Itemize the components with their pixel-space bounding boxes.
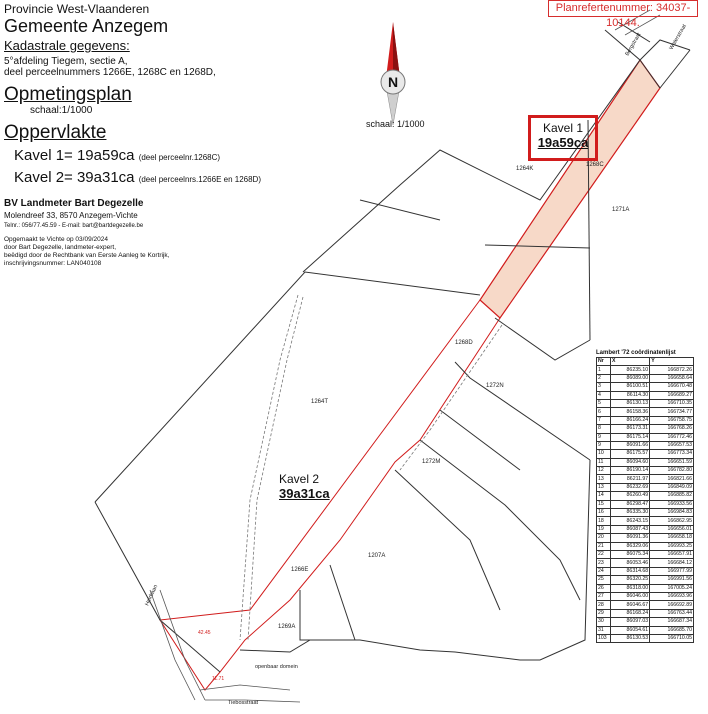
- table-row: [597, 626, 694, 634]
- point-number: 2: [597, 374, 611, 382]
- kavel2-label[interactable]: [279, 472, 330, 501]
- x-coordinate: 86175.14: [611, 433, 650, 441]
- kavel1-label[interactable]: [528, 115, 598, 161]
- point-number: 25: [597, 576, 611, 584]
- table-row: [597, 433, 694, 441]
- dim-bottom-edge: 11.71: [212, 676, 225, 682]
- point-number: 27: [597, 592, 611, 600]
- y-coordinate: 166670.48: [650, 383, 694, 391]
- street-bottom: Tiebosstraat: [228, 700, 259, 706]
- x-coordinate: 86130.53: [611, 634, 650, 642]
- x-coordinate: 86158.36: [611, 408, 650, 416]
- y-coordinate: 166758.75: [650, 416, 694, 424]
- kavel1-note: (deel perceelnr.1268C): [138, 153, 221, 162]
- y-coordinate: 166658.18: [650, 534, 694, 542]
- meta-line4: inschrijvingsnummer: LAN040108: [4, 260, 102, 267]
- table-row: [597, 383, 694, 391]
- point-number: 20: [597, 534, 611, 542]
- y-coordinate: 166782.80: [650, 467, 694, 475]
- col-x: X: [611, 358, 650, 366]
- x-coordinate: 86211.97: [611, 475, 650, 483]
- table-row: [597, 517, 694, 525]
- x-coordinate: 86168.24: [611, 609, 650, 617]
- y-coordinate: 166710.05: [650, 634, 694, 642]
- x-coordinate: 86260.49: [611, 492, 650, 500]
- point-number: 29: [597, 609, 611, 617]
- x-coordinate: 86173.31: [611, 425, 650, 433]
- x-coordinate: 86094.60: [611, 458, 650, 466]
- kavel1-title: Kavel 1: [542, 121, 584, 135]
- table-row: [597, 408, 694, 416]
- coordinate-table: [596, 350, 694, 643]
- kavel2-area-value: 39a31ca: [279, 486, 330, 501]
- coordinate-table-caption: Lambert '72 coördinatenlijst: [596, 350, 676, 356]
- x-coordinate: 86097.03: [611, 618, 650, 626]
- x-coordinate: 86053.46: [611, 559, 650, 567]
- point-number: 4: [597, 391, 611, 399]
- road-lines: [150, 10, 660, 702]
- surveyor-contact: Telnr.: 056/77.45.59 - E-mail: bart@bartdegezelle.be: [4, 223, 144, 229]
- surveyor-name: BV Landmeter Bart Degezelle: [4, 198, 144, 209]
- table-row: [597, 492, 694, 500]
- y-coordinate: 166862.95: [650, 517, 694, 525]
- coordinate-header-row: [597, 358, 694, 366]
- north-arrow[interactable]: [381, 22, 405, 125]
- table-row: [597, 567, 694, 575]
- point-number: 23: [597, 559, 611, 567]
- y-coordinate: 166685.70: [650, 626, 694, 634]
- x-coordinate: 86232.69: [611, 483, 650, 491]
- kavel2-area-line: [14, 169, 261, 186]
- point-number: 9: [597, 441, 611, 449]
- table-row: [597, 550, 694, 558]
- y-coordinate: 166656.01: [650, 525, 694, 533]
- parcel-1271a: 1271A: [612, 207, 630, 213]
- area-title: Oppervlakte: [4, 122, 107, 143]
- x-coordinate: 86298.47: [611, 500, 650, 508]
- y-coordinate: 166687.34: [650, 618, 694, 626]
- plan-title: Opmetingsplan: [4, 84, 132, 105]
- y-coordinate: 166933.56: [650, 500, 694, 508]
- table-row: [597, 634, 694, 642]
- parcel-1269a: 1269A: [278, 624, 296, 630]
- y-coordinate: 166977.99: [650, 567, 694, 575]
- table-row: [597, 366, 694, 374]
- meta-line2: door Bart Degezelle, landmeter-expert,: [4, 244, 117, 251]
- parcel-1264t: 1264T: [311, 399, 329, 405]
- y-coordinate: 166658.64: [650, 374, 694, 382]
- dim-left-edge: 42.45: [198, 630, 211, 636]
- plan-reference: Planrefertenummer: 34037-10144.: [548, 0, 698, 17]
- y-coordinate: 166689.27: [650, 391, 694, 399]
- parcel-1272n: 1272N: [486, 383, 504, 389]
- point-number: 6: [597, 408, 611, 416]
- x-coordinate: 86235.10: [611, 366, 650, 374]
- point-number: 24: [597, 567, 611, 575]
- street-top2: Bergstraat: [624, 32, 643, 57]
- point-number: 18: [597, 517, 611, 525]
- street-left: Heirbaan: [144, 584, 160, 607]
- coordinate-rows: [597, 366, 694, 643]
- table-row: [597, 559, 694, 567]
- y-coordinate: 166885.82: [650, 492, 694, 500]
- table-row: [597, 374, 694, 382]
- point-number: 15: [597, 500, 611, 508]
- x-coordinate: 86046.00: [611, 592, 650, 600]
- point-number: 7: [597, 416, 611, 424]
- municipality-title: Gemeente Anzegem: [4, 16, 169, 36]
- table-row: [597, 525, 694, 533]
- table-row: [597, 601, 694, 609]
- table-row: [597, 509, 694, 517]
- y-coordinate: 166768.26: [650, 425, 694, 433]
- table-row: [597, 592, 694, 600]
- x-coordinate: 86091.66: [611, 441, 650, 449]
- parcel-1272m: 1272M: [422, 459, 441, 465]
- table-row: [597, 584, 694, 592]
- x-coordinate: 86054.61: [611, 626, 650, 634]
- table-row: [597, 542, 694, 550]
- plan-scale: schaal:1/1000: [30, 105, 93, 116]
- north-scale: schaal: 1/1000: [366, 119, 425, 129]
- cadastral-line2: deel perceelnummers 1266E, 1268C en 1268D,: [4, 67, 216, 78]
- x-coordinate: 86114.30: [611, 391, 650, 399]
- y-coordinate: 166734.77: [650, 408, 694, 416]
- x-coordinate: 86318.00: [611, 584, 650, 592]
- point-number: 22: [597, 550, 611, 558]
- kavel1-area-line: [14, 147, 220, 164]
- y-coordinate: 166692.89: [650, 601, 694, 609]
- x-coordinate: 86091.36: [611, 534, 650, 542]
- y-coordinate: 166773.34: [650, 450, 694, 458]
- parcel-1268d: 1268D: [455, 340, 473, 346]
- kavel2-area-text: Kavel 2= 39a31ca: [14, 169, 135, 186]
- y-coordinate: 166657.91: [650, 550, 694, 558]
- y-coordinate: 166684.12: [650, 559, 694, 567]
- point-number: 19: [597, 525, 611, 533]
- point-number: 16: [597, 509, 611, 517]
- table-row: [597, 416, 694, 424]
- point-number: 11: [597, 458, 611, 466]
- kavel2-note: (deel perceelnrs.1266E en 1268D): [138, 175, 261, 184]
- point-number: 30: [597, 618, 611, 626]
- street-top: Waterstraat: [668, 23, 688, 51]
- coordinate-grid: [596, 357, 694, 643]
- point-number: 28: [597, 601, 611, 609]
- cadastral-line1: 5°afdeling Tiegem, sectie A,: [4, 56, 128, 67]
- y-coordinate: 166763.44: [650, 609, 694, 617]
- dashed-lines: [240, 295, 502, 640]
- kavel1-area-value: 19a59ca: [537, 135, 589, 150]
- survey-metadata: [4, 236, 170, 268]
- x-coordinate: 86100.51: [611, 383, 650, 391]
- y-coordinate: 166872.26: [650, 366, 694, 374]
- point-number: 10: [597, 450, 611, 458]
- point-number: 13: [597, 475, 611, 483]
- x-coordinate: 86175.57: [611, 450, 650, 458]
- point-number: 13: [597, 483, 611, 491]
- parcel-1268c: 1268C: [586, 162, 604, 168]
- x-coordinate: 86089.00: [611, 374, 650, 382]
- north-letter: N: [387, 74, 399, 90]
- point-number: 9: [597, 433, 611, 441]
- x-coordinate: 86075.34: [611, 550, 650, 558]
- y-coordinate: 166993.25: [650, 542, 694, 550]
- table-row: [597, 391, 694, 399]
- x-coordinate: 86335.30: [611, 509, 650, 517]
- x-coordinate: 86314.68: [611, 567, 650, 575]
- point-number: 12: [597, 467, 611, 475]
- col-y: Y: [650, 358, 694, 366]
- point-number: 31: [597, 626, 611, 634]
- table-row: [597, 534, 694, 542]
- kavel2-boundary: [160, 300, 500, 690]
- table-row: [597, 475, 694, 483]
- table-row: [597, 425, 694, 433]
- cadastral-details: [4, 56, 216, 78]
- table-row: [597, 458, 694, 466]
- parcel-1266e: 1266E: [291, 567, 309, 573]
- point-number: 103: [597, 634, 611, 642]
- kavel2-title: Kavel 2: [279, 472, 320, 486]
- point-number: 14: [597, 492, 611, 500]
- table-row: [597, 576, 694, 584]
- x-coordinate: 86166.24: [611, 416, 650, 424]
- y-coordinate: 166772.46: [650, 433, 694, 441]
- y-coordinate: 166651.59: [650, 458, 694, 466]
- col-nr: Nr: [597, 358, 611, 366]
- point-number: 5: [597, 399, 611, 407]
- x-coordinate: 86243.15: [611, 517, 650, 525]
- point-number: 3: [597, 383, 611, 391]
- x-coordinate: 86320.25: [611, 576, 650, 584]
- table-row: [597, 618, 694, 626]
- y-coordinate: 166693.96: [650, 592, 694, 600]
- x-coordinate: 86130.13: [611, 399, 650, 407]
- surveyor-address: Molendreef 33, 8570 Anzegem-Vichte: [4, 211, 138, 220]
- y-coordinate: 166984.83: [650, 509, 694, 517]
- y-coordinate: 166821.66: [650, 475, 694, 483]
- meta-line1: Opgemaakt te Vichte op 03/09/2024: [4, 236, 108, 243]
- table-row: [597, 399, 694, 407]
- y-coordinate: 166710.35: [650, 399, 694, 407]
- table-row: [597, 609, 694, 617]
- meta-line3: beëdigd door de Rechtbank van Eerste Aanleg te Kortrijk,: [4, 252, 170, 259]
- x-coordinate: 86087.43: [611, 525, 650, 533]
- x-coordinate: 86190.14: [611, 467, 650, 475]
- table-row: [597, 441, 694, 449]
- x-coordinate: 86046.67: [611, 601, 650, 609]
- point-number: 26: [597, 584, 611, 592]
- table-row: [597, 483, 694, 491]
- y-coordinate: 166991.56: [650, 576, 694, 584]
- province-title: Provincie West-Vlaanderen: [4, 2, 150, 16]
- y-coordinate: 166657.53: [650, 441, 694, 449]
- table-row: [597, 500, 694, 508]
- point-number: 8: [597, 425, 611, 433]
- point-number: 21: [597, 542, 611, 550]
- cadastral-title: Kadastrale gegevens:: [4, 38, 130, 53]
- kavel1-area-text: Kavel 1= 19a59ca: [14, 147, 135, 164]
- kavel1-area: [480, 60, 660, 318]
- x-coordinate: 86329.06: [611, 542, 650, 550]
- y-coordinate: 167005.24: [650, 584, 694, 592]
- parcel-1207a: 1207A: [368, 553, 386, 559]
- parcel-1264k: 1264K: [516, 166, 534, 172]
- y-coordinate: 166849.09: [650, 483, 694, 491]
- point-number: 1: [597, 366, 611, 374]
- table-row: [597, 467, 694, 475]
- table-row: [597, 450, 694, 458]
- public-domain: openbaar domein: [255, 664, 298, 670]
